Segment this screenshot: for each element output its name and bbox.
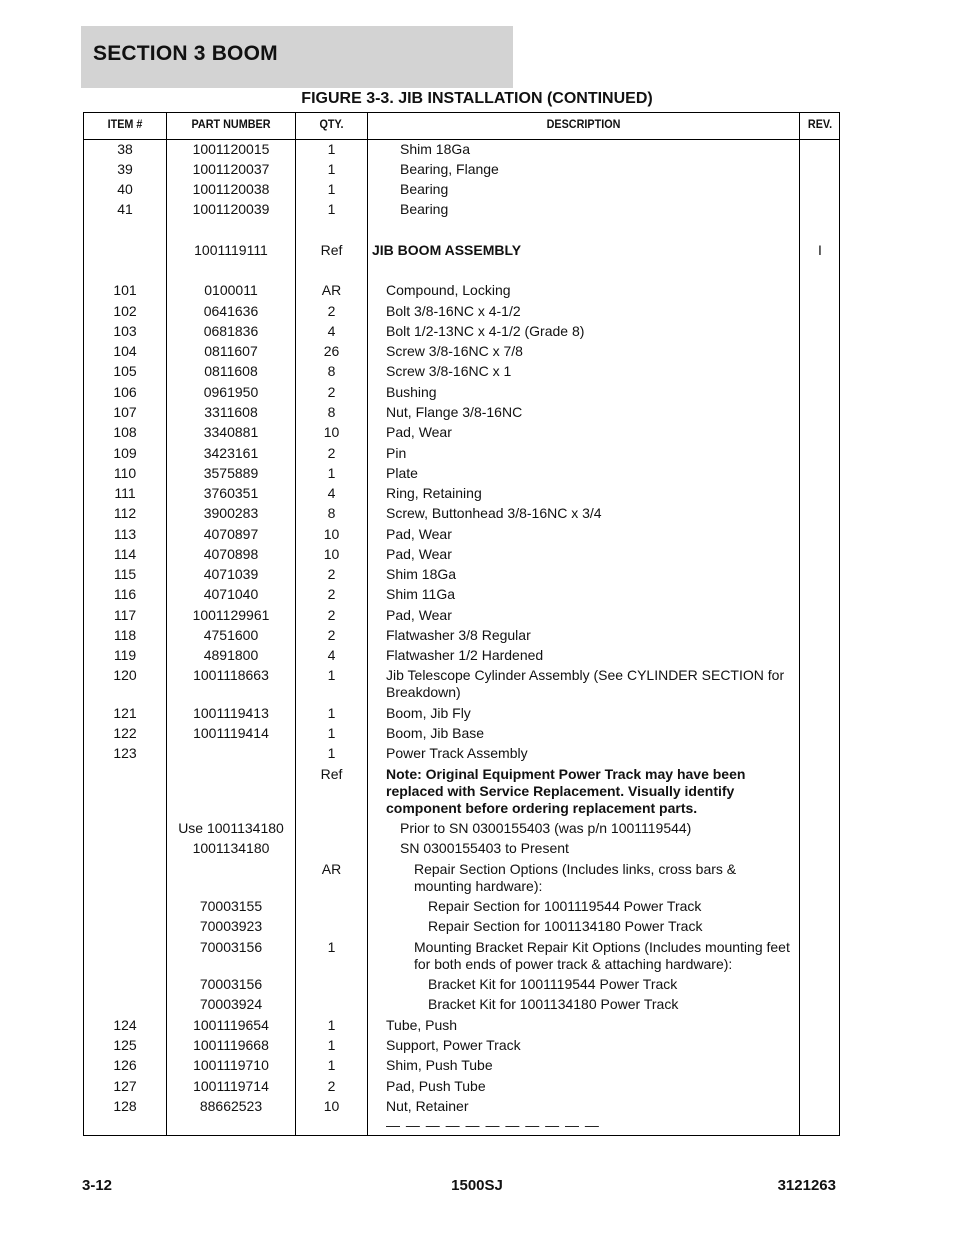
description [386,627,794,644]
description [386,526,794,543]
part-number: 70003923 [199,918,263,934]
item-number: 104 [113,343,137,359]
quantity: 4 [327,323,336,339]
quantity: 2 [327,586,336,602]
description [386,1037,794,1054]
quantity: 2 [327,1078,336,1094]
quantity: Ref [320,766,343,782]
description-line: Ring, Retaining [386,485,482,501]
header-qty: QTY. [319,117,344,131]
quantity: 1 [327,939,336,955]
quantity: 2 [327,303,336,319]
description-line: Shim 18Ga [386,566,457,582]
description-line: Note: Original Equipment Power Track may have been [386,766,746,782]
description-line: Screw 3/8-16NC x 1 [386,363,512,379]
part-number: 4071040 [203,586,259,602]
description [386,546,794,563]
description-line: Bolt 1/2-13NC x 4-1/2 (Grade 8) [386,323,585,339]
quantity: 1 [327,705,336,721]
description [386,586,794,603]
description-line: Compound, Locking [386,282,511,298]
item-number: 125 [113,1037,137,1053]
header-description: DESCRIPTION [546,117,621,131]
item-number: 120 [113,667,137,683]
item-number: 118 [113,627,137,643]
part-number: 3760351 [203,485,259,501]
part-number: 1001119654 [193,1017,269,1033]
item-number: 38 [117,141,133,157]
footer-doc-number: 3121263 [777,1177,836,1194]
description-line: for both ends of power track & attaching hardware): [414,956,733,972]
header-item: ITEM # [107,117,143,131]
description-line: Bearing [400,201,449,217]
description-line: Bearing, Flange [400,161,499,177]
quantity: 4 [327,485,336,501]
part-number: 4891800 [203,647,259,663]
description [386,404,794,421]
quantity: 4 [327,647,336,663]
quantity: 26 [323,343,340,359]
part-number: 1001119714 [193,1078,269,1094]
item-number: 114 [113,546,137,562]
description [400,820,794,837]
description-line: Pad, Wear [386,526,452,542]
part-number: 0100011 [204,282,258,298]
description [386,705,794,722]
quantity: AR [321,282,342,298]
part-number: 1001120039 [192,201,270,217]
quantity: 1 [327,1037,336,1053]
quantity: 8 [327,363,336,379]
description [386,465,794,482]
item-number: 116 [113,586,137,602]
part-number: 1001119414 [193,725,269,741]
description [386,745,794,762]
item-number: 39 [117,161,133,177]
description [414,861,794,895]
item-number: 102 [113,303,137,319]
item-number: 112 [113,505,137,521]
item-number: 121 [113,705,137,721]
part-number: 3340881 [203,424,259,440]
item-number: 107 [113,404,137,420]
description-line: Nut, Retainer [386,1098,469,1114]
quantity: 1 [327,161,336,177]
description-line: Bolt 3/8-16NC x 4-1/2 [386,303,521,319]
part-number: 70003924 [199,996,263,1012]
description [386,1078,794,1095]
description [386,485,794,502]
item-number: 103 [113,323,137,339]
description [400,840,794,857]
description-line: Screw 3/8-16NC x 7/8 [386,343,523,359]
description-line: JIB BOOM ASSEMBLY [372,242,522,258]
description [386,445,794,462]
item-number: 115 [113,566,137,582]
item-number: 41 [117,201,133,217]
description-line: Mounting Bracket Repair Kit Options (Includes mounting feet [414,939,790,955]
item-number: 117 [113,607,137,623]
description-line: Boom, Jib Fly [386,705,471,721]
description [386,1017,794,1034]
description-line: SN 0300155403 to Present [400,840,569,856]
description-line: Tube, Push [386,1017,458,1033]
column-divider [295,112,296,1136]
revision: I [818,242,822,258]
footer-model: 1500SJ [451,1177,503,1194]
description [428,996,794,1013]
quantity: 1 [327,667,336,683]
description-line: Repair Section for 1001134180 Power Track [428,918,703,934]
description [386,667,794,701]
description [414,939,794,973]
part-number: 3423161 [203,445,259,461]
part-number: 4071039 [203,566,259,582]
footer-page-number: 3-12 [82,1177,113,1194]
item-number: 126 [113,1057,137,1073]
description [372,242,794,259]
description [386,303,794,320]
description-line: Repair Section Options (Includes links, cross bars & [414,861,737,877]
part-number: 4751600 [203,627,259,643]
description-line: Power Track Assembly [386,745,528,761]
part-number: 1001118663 [193,667,269,683]
quantity: 10 [323,424,340,440]
quantity: 8 [327,505,336,521]
description [386,323,794,340]
quantity: 8 [327,404,336,420]
description-line: replaced with Service Replacement. Visually identify [386,783,735,799]
description-line: Pad, Wear [386,546,452,562]
description-line: Boom, Jib Base [386,725,485,741]
quantity: 2 [327,566,336,582]
description-line: Prior to SN 0300155403 (was p/n 1001119544) [400,820,692,836]
quantity: 1 [327,141,336,157]
part-number: 0681836 [203,323,259,339]
description [400,201,794,218]
description [386,384,794,401]
quantity: 2 [327,627,336,643]
description-line: Breakdown) [386,684,461,700]
description [386,282,794,299]
quantity: 10 [323,546,340,562]
figure-title: FIGURE 3-3. JIB INSTALLATION (CONTINUED) [301,90,653,107]
description-line: Screw, Buttonhead 3/8-16NC x 3/4 [386,505,602,521]
description [386,1057,794,1074]
description [386,343,794,360]
quantity: 1 [327,725,336,741]
description [428,898,794,915]
part-number: 70003156 [199,939,263,955]
quantity: 1 [327,181,336,197]
quantity: 2 [327,445,336,461]
description-line: Pad, Wear [386,424,452,440]
description [386,566,794,583]
description-line: Jib Telescope Cylinder Assembly (See CYLINDER SECTION for [386,667,785,683]
part-number: 1001119668 [193,1037,269,1053]
quantity: 1 [327,1017,336,1033]
item-number: 119 [113,647,137,663]
part-number: 3311608 [204,404,258,420]
section-title: SECTION 3 BOOM [93,42,278,65]
part-number: 1001119111 [194,242,268,258]
part-number: 0641636 [203,303,259,319]
part-number: 1001129961 [192,607,270,623]
item-number: 113 [113,526,137,542]
item-number: 101 [113,282,137,298]
description-line: Shim 11Ga [386,586,455,602]
section-header [81,26,513,88]
description [386,505,794,522]
description [386,363,794,380]
description [400,141,794,158]
part-number: 4070898 [203,546,259,562]
part-number: 3900283 [203,505,259,521]
header-rev: REV. [807,117,833,131]
part-number: Use 1001134180 [178,820,284,836]
description [386,607,794,624]
description [386,647,794,664]
part-number: 1001134180 [192,840,270,856]
quantity: 1 [327,201,336,217]
item-number: 40 [117,181,133,197]
description-line: Bracket Kit for 1001119544 Power Track [428,976,678,992]
quantity: Ref [320,242,343,258]
item-number: 109 [113,445,137,461]
quantity: 2 [327,607,336,623]
part-number: 0811607 [204,343,258,359]
description [428,918,794,935]
description [400,181,794,198]
part-number: 70003156 [199,976,263,992]
part-number: 1001120037 [192,161,270,177]
description-line: Flatwasher 1/2 Hardened [386,647,544,663]
item-number: 127 [113,1078,137,1094]
column-divider [367,112,368,1136]
description-line: Bracket Kit for 1001134180 Power Track [428,996,679,1012]
quantity: 2 [327,384,336,400]
part-number: 1001119413 [193,705,269,721]
description-line: component before ordering replacement parts. [386,800,698,816]
part-number: 0961950 [203,384,259,400]
description-line: Flatwasher 3/8 Regular [386,627,531,643]
description [386,424,794,441]
description-line: Shim 18Ga [400,141,471,157]
description-line: Pad, Push Tube [386,1078,486,1094]
description-line: Shim, Push Tube [386,1057,493,1073]
quantity: AR [321,861,342,877]
item-number: 122 [113,725,137,741]
description-line: Bushing [386,384,437,400]
description-line: Pad, Wear [386,607,452,623]
description-line: Support, Power Track [386,1037,521,1053]
item-number: 108 [113,424,137,440]
part-number: 1001119710 [193,1057,269,1073]
quantity: 1 [327,465,336,481]
item-number: 105 [113,363,137,379]
description-line: Plate [386,465,418,481]
description [428,976,794,993]
part-number: 4070897 [203,526,259,542]
description [386,1098,794,1115]
part-number: 88662523 [199,1098,263,1114]
description [386,725,794,742]
part-number: 1001120015 [192,141,270,157]
quantity: 1 [327,745,336,761]
part-number: 1001120038 [192,181,270,197]
item-number: 106 [113,384,137,400]
item-number: 123 [113,745,137,761]
part-number: 70003155 [199,898,263,914]
header-part-number: PART NUMBER [191,117,271,131]
item-number: 124 [113,1017,137,1033]
description-line: Repair Section for 1001119544 Power Track [428,898,702,914]
description-line: Nut, Flange 3/8-16NC [386,404,523,420]
quantity: 10 [323,526,340,542]
part-number: 0811608 [204,363,258,379]
column-divider [799,112,800,1136]
item-number: 110 [113,465,137,481]
description [400,161,794,178]
quantity: 1 [327,1057,336,1073]
description-line: Bearing [400,181,449,197]
quantity: 10 [323,1098,340,1114]
description [386,766,794,817]
part-number: 3575889 [203,465,259,481]
end-of-list-marker: — — — — — — — — — — — [386,1117,600,1133]
header-divider [83,139,840,140]
item-number: 111 [114,485,136,501]
description-line: mounting hardware): [414,878,543,894]
description-line: Pin [386,445,407,461]
item-number: 128 [113,1098,137,1114]
